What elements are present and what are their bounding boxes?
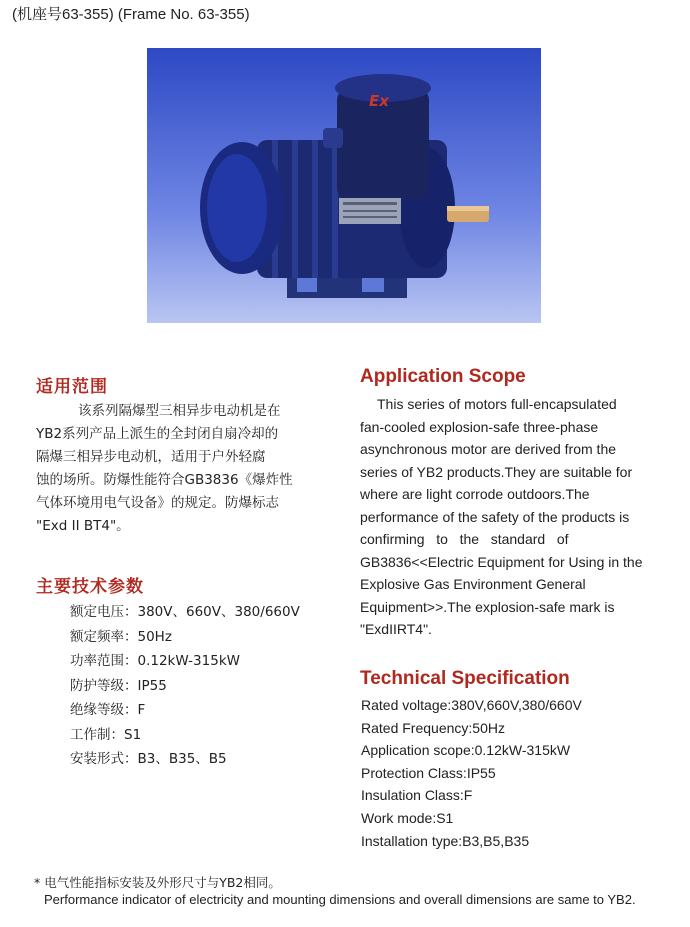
cn-spec-insulation-class: 绝缘等级：F (70, 702, 146, 718)
en-scope-line: asynchronous motor are derived from the (360, 441, 617, 457)
cn-scope-line: 蚀的场所。防爆性能符合GB3836《爆炸性 (36, 472, 293, 488)
cn-spec-installation-type: 安装形式：B3、B35、B5 (70, 751, 227, 767)
en-scope-heading: Application Scope (360, 366, 526, 387)
footnote-en: Performance indicator of electricity and mounting dimensions and overall dimensions are same to YB2. (44, 892, 636, 907)
en-scope-line: "ExdIIRT4". (360, 621, 432, 637)
cn-specs-heading: 主要技术参数 (36, 577, 144, 597)
en-spec-work-mode: Work mode:S1 (361, 809, 454, 826)
en-spec-insulation-class: Insulation Class:F (361, 787, 473, 804)
ex-badge: Ex (369, 92, 389, 110)
cn-spec-rated-voltage: 额定电压：380V、660V、380/660V (70, 604, 300, 620)
en-specs-list (361, 694, 582, 852)
en-scope-line: confirming to the standard of (360, 531, 569, 547)
en-scope-line: performance of the safety of the products is (360, 508, 630, 525)
cn-specs-list (70, 600, 300, 772)
cn-spec-work-mode: 工作制：S1 (70, 726, 142, 743)
motor-photo (147, 48, 541, 323)
cn-scope-line: "Exd II BT4"。 (36, 518, 130, 534)
cn-scope-line: 隔爆三相异步电动机，适用于户外轻腐 (36, 449, 266, 465)
cn-scope-line: 气体环境用电气设备》的规定。防爆标志 (36, 495, 279, 511)
en-scope-line: This series of motors full-encapsulated (377, 396, 617, 412)
cn-scope-line: 该系列隔爆型三相异步电动机是在 (78, 403, 281, 419)
frame-number-label: (机座号63-355) (Frame No. 63-355) (12, 6, 250, 23)
cn-spec-power-range: 功率范围：0.12kW-315kW (70, 653, 240, 669)
en-scope-line: fan-cooled explosion-safe three-phase (360, 418, 599, 435)
en-scope-line: Equipment>>.The explosion-safe mark is (360, 598, 615, 615)
en-spec-installation-type: Installation type:B3,B5,B35 (361, 832, 530, 849)
en-spec-application-scope: Application scope:0.12kW-315kW (361, 742, 571, 759)
en-spec-rated-frequency: Rated Frequency:50Hz (361, 719, 505, 736)
footnote-cn: * 电气性能指标安装及外形尺寸与YB2相同。 (34, 875, 281, 890)
cn-spec-rated-frequency: 额定频率：50Hz (70, 628, 172, 645)
en-scope-line: series of YB2 products.They are suitable for (360, 463, 633, 480)
motor-illustration (147, 48, 541, 323)
en-specs-heading: Technical Specification (360, 668, 570, 689)
cn-scope-line: YB2系列产品上派生的全封闭自扇冷却的 (36, 426, 279, 442)
cn-scope-heading: 适用范围 (36, 377, 108, 397)
en-scope-line: where are light corrode outdoors.The (360, 486, 590, 502)
cn-spec-protection-class: 防护等级：IP55 (70, 677, 167, 694)
cn-scope-text (36, 400, 336, 538)
en-scope-text (360, 393, 660, 641)
en-spec-protection-class: Protection Class:IP55 (361, 764, 496, 781)
en-scope-line: Explosive Gas Environment General (360, 576, 586, 592)
en-scope-line: GB3836<<Electric Equipment for Using in the (360, 553, 643, 570)
en-spec-rated-voltage: Rated voltage:380V,660V,380/660V (361, 697, 582, 713)
